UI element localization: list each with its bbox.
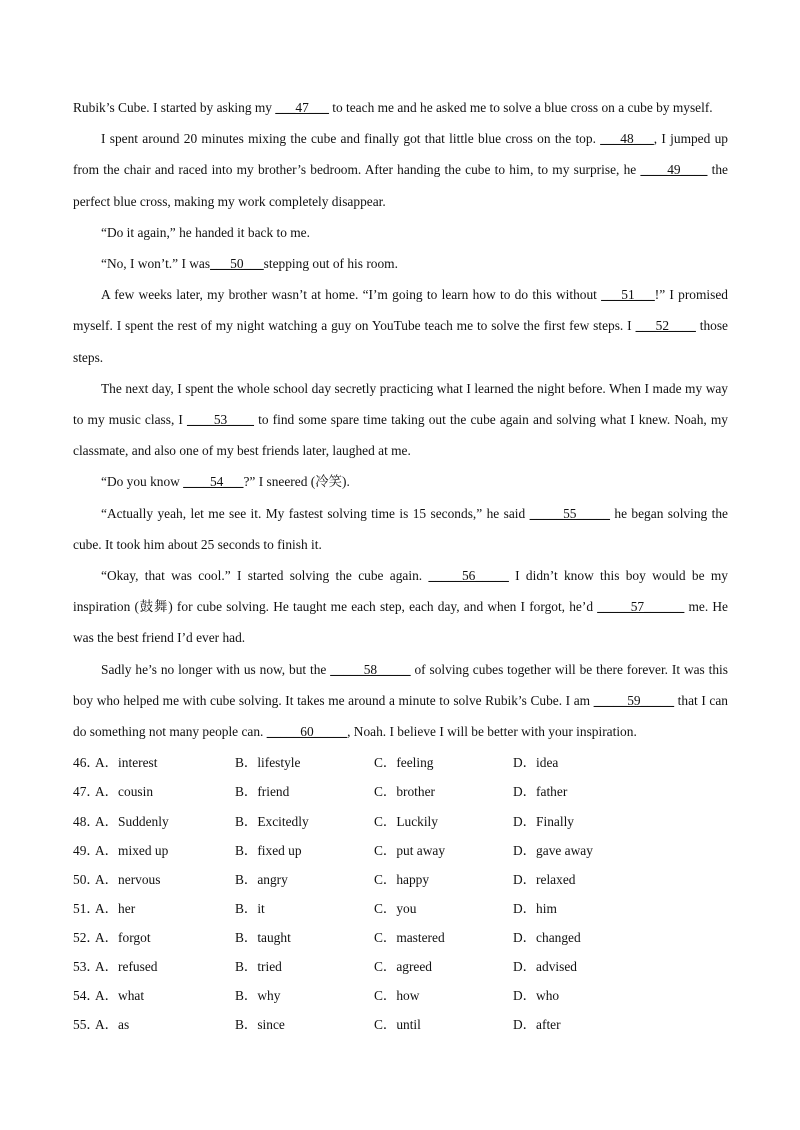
option-row [73,1009,728,1038]
option-b: B．taught [235,929,291,945]
passage-text: he began solving the cube. It took him about 25 seconds to finish it. [73,505,728,552]
option-d: D．Finally [513,813,575,829]
passage-text: to find some spare time taking out the cube again and solving what I knew. Noah, my classmate, and also one of my best friends later, laughed at me. [73,412,728,459]
option-a: A．Suddenly [95,813,169,829]
answer-blank: ___50___ [210,256,264,272]
option-row [73,805,728,834]
option-row [73,893,728,922]
option-a: A．refused [95,958,158,974]
option-d: D．changed [513,929,581,945]
passage-text: “No, I won’t.” I was [101,256,211,272]
passage-paragraph [73,498,728,560]
question-number: 52． [73,929,100,945]
answer-blank: _____59_____ [593,692,675,708]
passage-text: stepping out of his room. [263,256,398,272]
answer-blank: _____57______ [597,599,685,615]
answer-blank: ____54___ [183,474,244,490]
answer-blank: _____56_____ [428,568,509,584]
option-d: D．relaxed [513,871,576,887]
option-b: B．angry [235,871,288,887]
answer-blank: _____58_____ [330,661,411,677]
passage-text: “Actually yeah, let me see it. My fastest solving time is 15 seconds,” he said [101,505,530,521]
option-c: C．put away [374,842,446,858]
option-c: C．agreed [374,958,433,974]
answer-options [73,747,728,1038]
option-c: C．happy [374,871,430,887]
option-row [73,864,728,893]
passage-text: , I jumped up from the chair and raced into my brother’s bedroom. After handing the cube to him, to my surprise, he [73,131,728,178]
passage-text: “Do you know [101,474,184,490]
option-d: D．advised [513,958,577,974]
option-row [73,747,728,776]
option-a: A．what [95,988,145,1004]
option-a: A．as [95,1017,130,1033]
question-number: 49． [73,842,100,858]
option-d: D．after [513,1017,561,1033]
option-c: C．Luckily [374,813,438,829]
option-b: B．since [235,1017,285,1033]
passage-text: the perfect blue cross, making my work completely disappear. [73,162,728,209]
question-number: 53． [73,958,100,974]
passage-paragraph [73,373,728,467]
passage-text: I spent around 20 minutes mixing the cube and finally got that little blue cross on the top. [101,131,601,147]
passage-text: “Do it again,” he handed it back to me. [101,224,310,240]
option-c: C．feeling [374,755,434,771]
passage-text: I didn’t know this boy would be my inspiration (鼓舞) for cube solving. He taught me each step, each day, and when I forgot, he’d [73,568,729,615]
option-d: D．gave away [513,842,593,858]
passage-paragraph [73,92,728,123]
option-row [73,980,728,1009]
question-number: 51． [73,900,100,916]
option-c: C．how [374,988,420,1004]
answer-blank: ___47___ [275,100,329,115]
question-number: 55． [73,1017,100,1033]
option-c: C．until [374,1017,421,1033]
option-b: B．fixed up [235,842,302,858]
answer-blank: ____49____ [640,162,708,178]
option-d: D．him [513,900,557,916]
option-a: A．mixed up [95,842,169,858]
option-row [73,922,728,951]
passage-text: that I can do something not many people can. [73,692,728,740]
option-d: D．idea [513,755,559,771]
option-a: A．nervous [95,871,161,887]
answer-blank: ____53____ [187,412,254,428]
passage-text: , Noah. I believe I will be better with your inspiration. [347,724,637,740]
answer-blank: _____60_____ [266,724,348,740]
answer-blank: ___52____ [635,318,696,334]
passage-text: A few weeks later, my brother wasn’t at home. “I’m going to learn how to do this without [101,287,602,303]
passage-text: to teach me and he asked me to solve a blue cross on a cube by myself. [328,100,713,115]
document-page [73,92,728,1038]
passage-text: Sadly he’s no longer with us now, but the [101,661,331,677]
answer-blank: ___51___ [601,287,655,303]
passage-text: “Okay, that was cool.” I started solving the cube again. [101,568,429,584]
option-b: B．lifestyle [235,755,301,771]
passage-paragraph [73,560,728,654]
option-b: B．Excitedly [235,813,309,829]
passage-paragraph [73,248,728,279]
option-c: C．brother [374,784,435,800]
passage-paragraph [73,654,728,748]
question-number: 46． [73,755,100,771]
passage-text: those steps. [73,318,728,365]
option-d: D．who [513,988,560,1004]
passage-text: me. He was the best friend I’d ever had. [73,599,728,646]
passage-paragraph [73,466,728,497]
passage-text: Rubik’s Cube. I started by asking my [73,100,276,115]
question-number: 54． [73,988,100,1004]
passage-paragraph [73,217,728,248]
option-d: D．father [513,784,568,800]
passage-paragraph [73,123,728,217]
option-a: A．cousin [95,784,154,800]
question-number: 47． [73,784,100,800]
option-b: B．why [235,988,281,1004]
option-a: A．forgot [95,929,151,945]
passage-paragraph [73,279,728,373]
option-a: A．her [95,900,136,916]
answer-blank: ___48___ [600,131,654,147]
option-b: B．friend [235,784,290,800]
passage-text: !” I promised myself. I spent the rest of my night watching a guy on YouTube teach me to solve the first few steps. I [73,287,728,334]
passage-text: of solving cubes together will be there forever. It was this boy who helped me with cube solving. It takes me around a minute to solve Rubik’s Cube. I am [73,661,728,708]
cloze-passage [73,92,728,747]
answer-blank: _____55_____ [529,505,610,521]
passage-text: The next day, I spent the whole school day secretly practicing what I learned the night before. When I made my way to my music class, I [73,380,728,428]
option-row [73,835,728,864]
option-row [73,951,728,980]
question-number: 50． [73,871,100,887]
option-c: C．you [374,900,417,916]
option-c: C．mastered [374,929,445,945]
option-b: B．it [235,900,265,916]
question-number: 48． [73,813,100,829]
option-a: A．interest [95,755,158,771]
passage-text: ?” I sneered (冷笑). [243,474,350,490]
option-row [73,776,728,805]
option-b: B．tried [235,958,282,974]
